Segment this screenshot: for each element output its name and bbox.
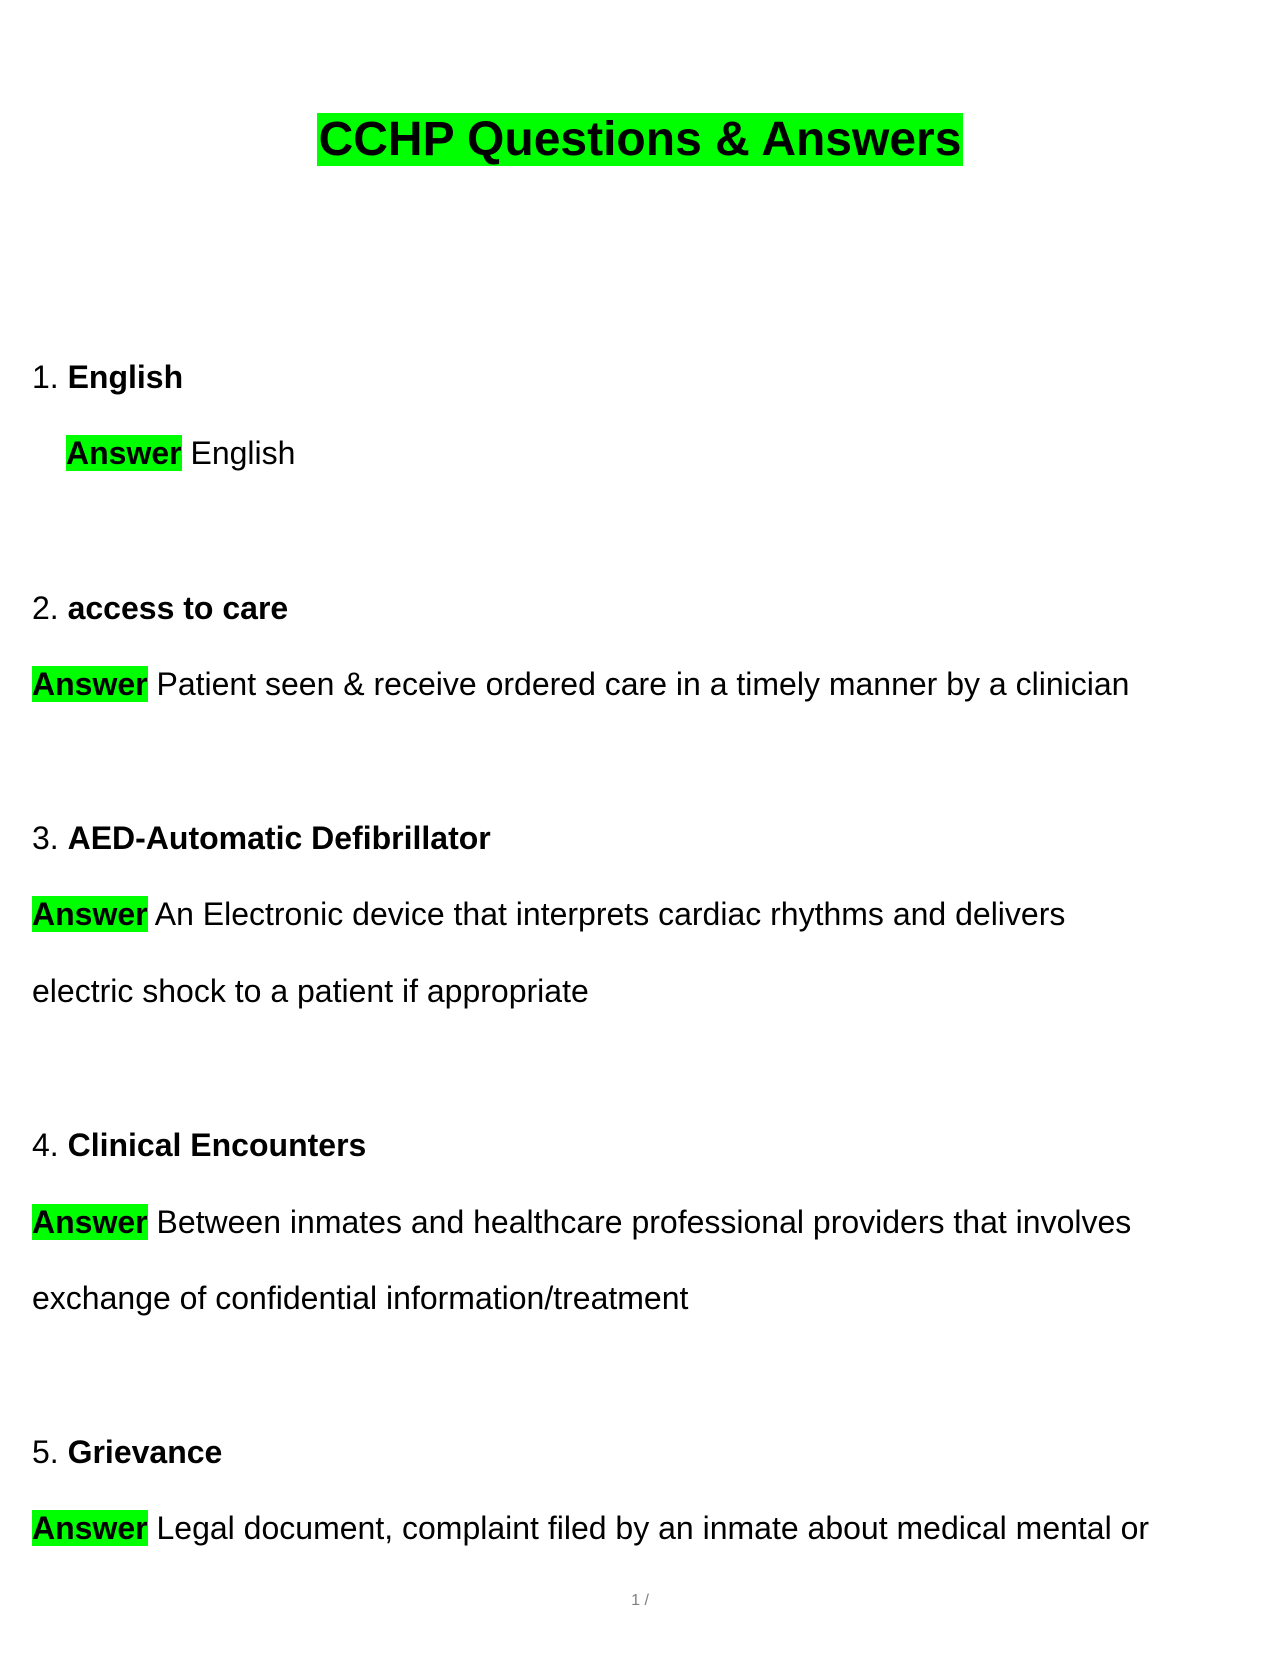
answer-text: Between inmates and healthcare professional providers that involves bbox=[156, 1204, 1132, 1240]
question-3 bbox=[32, 818, 491, 858]
answer-5 bbox=[32, 1508, 1149, 1548]
answer-1 bbox=[66, 433, 295, 473]
question-number: 4. bbox=[32, 1127, 59, 1163]
question-number: 3. bbox=[32, 820, 59, 856]
answer-2 bbox=[32, 664, 1129, 704]
answer-text: English bbox=[190, 435, 296, 471]
page-number: 1 / bbox=[631, 1592, 649, 1609]
answer-label: Answer bbox=[32, 1204, 148, 1240]
answer-text: An Electronic device that interprets cardiac rhythms and delivers bbox=[154, 896, 1066, 932]
answer-text: Legal document, complaint filed by an inmate about medical mental or bbox=[156, 1510, 1150, 1546]
question-text: Clinical Encounters bbox=[67, 1127, 367, 1163]
question-number: 1. bbox=[32, 359, 59, 395]
question-text: English bbox=[67, 359, 184, 395]
question-number: 2. bbox=[32, 590, 59, 626]
page-title-text: CCHP Questions & Answers bbox=[318, 113, 962, 166]
answer-label: Answer bbox=[32, 666, 148, 702]
question-text: AED-Automatic Defibrillator bbox=[67, 820, 491, 856]
question-text: access to care bbox=[67, 590, 289, 626]
answer-label: Answer bbox=[32, 1510, 148, 1546]
page-title bbox=[0, 111, 1280, 169]
question-1 bbox=[32, 357, 183, 397]
question-4 bbox=[32, 1125, 366, 1165]
question-number: 5. bbox=[32, 1434, 59, 1470]
answer-label: Answer bbox=[66, 435, 182, 471]
answer-4-continuation: exchange of confidential information/treatment bbox=[32, 1280, 689, 1316]
question-5 bbox=[32, 1432, 222, 1472]
answer-label: Answer bbox=[32, 896, 148, 932]
answer-4 bbox=[32, 1202, 1131, 1242]
answer-3 bbox=[32, 894, 1065, 934]
question-2 bbox=[32, 588, 288, 628]
answer-3-continuation: electric shock to a patient if appropriate bbox=[32, 973, 589, 1009]
question-text: Grievance bbox=[67, 1434, 223, 1470]
answer-text: Patient seen & receive ordered care in a timely manner by a clinician bbox=[156, 666, 1130, 702]
